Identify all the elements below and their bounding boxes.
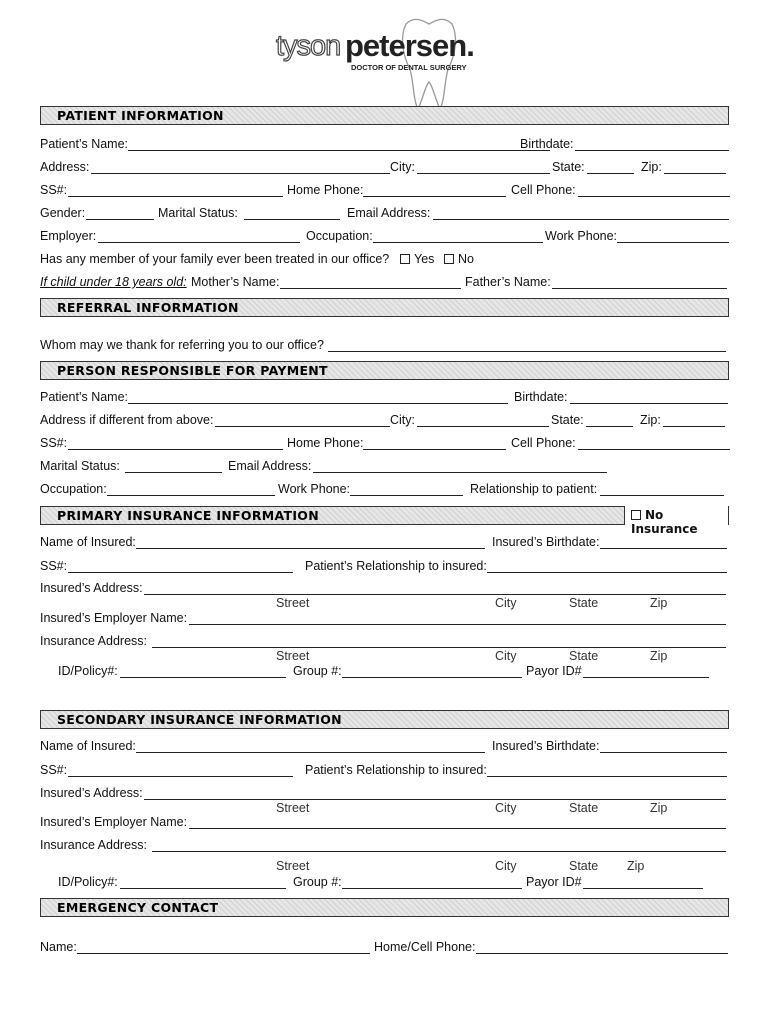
city-caption: City bbox=[495, 859, 517, 873]
form-row bbox=[40, 815, 740, 831]
form-row bbox=[40, 581, 740, 610]
no-insurance-checkbox[interactable] bbox=[631, 510, 641, 520]
field-label: Address if different from above: bbox=[40, 413, 214, 427]
employer-field[interactable] bbox=[98, 242, 300, 243]
secondary-group-field[interactable] bbox=[342, 888, 522, 889]
responsible-marital-status-field[interactable] bbox=[125, 472, 222, 473]
field-label: SS#: bbox=[40, 763, 68, 777]
field-label: ID/Policy#: bbox=[58, 664, 118, 678]
primary-payor-id-field[interactable] bbox=[583, 677, 709, 678]
practice-logo bbox=[272, 20, 472, 100]
form-row bbox=[40, 611, 740, 627]
field-label: Work Phone: bbox=[545, 229, 618, 243]
form-row bbox=[40, 252, 740, 268]
field-label: Marital Status: bbox=[40, 459, 120, 473]
form-row bbox=[40, 838, 740, 873]
field-label: Insured’s Employer Name: bbox=[40, 611, 188, 625]
responsible-home-phone-field[interactable] bbox=[363, 449, 506, 450]
referral-field[interactable] bbox=[328, 351, 726, 352]
primary-relationship-field[interactable] bbox=[487, 572, 727, 573]
state-caption: State bbox=[569, 801, 599, 815]
emergency-phone-field[interactable] bbox=[476, 953, 728, 954]
section-header-patient bbox=[40, 106, 729, 125]
responsible-cell-phone-field[interactable] bbox=[578, 449, 730, 450]
field-label: Relationship to patient: bbox=[470, 482, 598, 496]
primary-employer-field[interactable] bbox=[189, 624, 726, 625]
emergency-name-field[interactable] bbox=[77, 953, 370, 954]
form-row bbox=[40, 559, 740, 575]
form-row bbox=[40, 535, 740, 551]
field-label: Employer: bbox=[40, 229, 97, 243]
form-row bbox=[40, 436, 740, 452]
primary-insured-birthdate-field[interactable] bbox=[600, 548, 727, 549]
responsible-birthdate-field[interactable] bbox=[570, 403, 728, 404]
section-header-referral bbox=[40, 298, 729, 317]
primary-insurance-address-field[interactable] bbox=[152, 647, 726, 648]
no-label: No bbox=[458, 252, 474, 266]
field-label: Cell Phone: bbox=[511, 436, 576, 450]
field-label: ID/Policy#: bbox=[58, 875, 118, 889]
yes-checkbox[interactable] bbox=[400, 254, 410, 264]
yes-option[interactable] bbox=[398, 252, 434, 267]
secondary-policy-field[interactable] bbox=[120, 888, 286, 889]
responsible-email-field[interactable] bbox=[313, 472, 607, 473]
field-label: Birthdate: bbox=[520, 137, 574, 151]
field-label: Insured’s Birthdate: bbox=[492, 739, 600, 753]
form-row bbox=[40, 459, 740, 475]
field-label: Insured’s Address: bbox=[40, 786, 143, 800]
city-caption: City bbox=[495, 596, 517, 610]
field-label: Marital Status: bbox=[158, 206, 238, 220]
form-row bbox=[40, 739, 740, 755]
section-title: PERSON RESPONSIBLE FOR PAYMENT bbox=[57, 363, 328, 378]
section-header-primary-insurance bbox=[40, 506, 729, 536]
field-label: Patient’s Name: bbox=[40, 390, 129, 404]
city-field[interactable] bbox=[417, 173, 550, 174]
street-caption: Street bbox=[276, 801, 310, 815]
field-label: Gender: bbox=[40, 206, 86, 220]
field-label: Name: bbox=[40, 940, 77, 954]
responsible-name-field[interactable] bbox=[128, 403, 508, 404]
field-label: Insurance Address: bbox=[40, 838, 148, 852]
primary-insured-address-field[interactable] bbox=[144, 594, 726, 595]
section-title: REFERRAL INFORMATION bbox=[57, 300, 239, 315]
field-label: Home/Cell Phone: bbox=[374, 940, 476, 954]
field-label: Whom may we thank for referring you to our office? bbox=[40, 338, 324, 352]
form-row bbox=[40, 160, 740, 176]
field-label: City: bbox=[390, 413, 415, 427]
primary-group-field[interactable] bbox=[342, 677, 522, 678]
field-label: Payor ID# bbox=[526, 875, 582, 889]
field-label: Insured’s Birthdate: bbox=[492, 535, 600, 549]
form-row bbox=[40, 275, 740, 291]
email-field[interactable] bbox=[433, 219, 729, 220]
zip-field[interactable] bbox=[664, 173, 726, 174]
no-insurance-label: No Insurance bbox=[631, 507, 698, 536]
field-label: Home Phone: bbox=[287, 183, 364, 197]
yes-label: Yes bbox=[414, 252, 435, 266]
field-label: Zip: bbox=[640, 413, 661, 427]
field-label: Email Address: bbox=[228, 459, 312, 473]
form-row bbox=[40, 875, 740, 891]
primary-policy-field[interactable] bbox=[120, 677, 286, 678]
form-row bbox=[40, 634, 740, 663]
secondary-insured-birthdate-field[interactable] bbox=[600, 752, 727, 753]
responsible-ss-field[interactable] bbox=[68, 449, 283, 450]
patients-name-field[interactable] bbox=[128, 150, 550, 151]
home-phone-field[interactable] bbox=[363, 196, 506, 197]
section-header-emergency bbox=[40, 898, 729, 917]
section-title: PATIENT INFORMATION bbox=[57, 108, 224, 123]
field-label: Name of Insured: bbox=[40, 535, 136, 549]
form-row bbox=[40, 664, 740, 680]
field-label: Patient’s Relationship to insured: bbox=[305, 559, 487, 573]
section-header-secondary-insurance bbox=[40, 710, 729, 729]
marital-status-field[interactable] bbox=[244, 219, 340, 220]
form-row bbox=[40, 137, 740, 153]
zip-caption: Zip bbox=[650, 649, 668, 663]
birthdate-field[interactable] bbox=[575, 150, 729, 151]
field-label: City: bbox=[390, 160, 415, 174]
work-phone-field[interactable] bbox=[617, 242, 729, 243]
mothers-name-field[interactable] bbox=[280, 288, 461, 289]
city-caption: City bbox=[495, 801, 517, 815]
no-checkbox[interactable] bbox=[444, 254, 454, 264]
state-caption: State bbox=[569, 859, 599, 873]
logo-first-name: tyson bbox=[276, 30, 341, 62]
form-row bbox=[40, 763, 740, 779]
field-label: SS#: bbox=[40, 559, 68, 573]
section-title: SECONDARY INSURANCE INFORMATION bbox=[57, 712, 342, 727]
state-field[interactable] bbox=[587, 173, 634, 174]
field-label: Patient’s Name: bbox=[40, 137, 129, 151]
logo-last-name: petersen. bbox=[345, 28, 474, 63]
form-row bbox=[40, 482, 740, 498]
cell-phone-field[interactable] bbox=[578, 196, 730, 197]
state-caption: State bbox=[569, 596, 599, 610]
relationship-to-patient-field[interactable] bbox=[600, 495, 724, 496]
secondary-payor-id-field[interactable] bbox=[583, 888, 703, 889]
field-label: Insured’s Address: bbox=[40, 581, 143, 595]
field-label: Birthdate: bbox=[514, 390, 568, 404]
field-label: Patient’s Relationship to insured: bbox=[305, 763, 487, 777]
primary-insured-name-field[interactable] bbox=[136, 548, 485, 549]
no-option[interactable] bbox=[442, 252, 474, 267]
ss-field[interactable] bbox=[68, 196, 283, 197]
field-label: Name of Insured: bbox=[40, 739, 136, 753]
field-label: Father’s Name: bbox=[465, 275, 551, 289]
responsible-occupation-field[interactable] bbox=[107, 495, 275, 496]
family-treated-question: Has any member of your family ever been treated in our office? bbox=[40, 252, 390, 266]
field-label: Mother’s Name: bbox=[191, 275, 280, 289]
responsible-state-field[interactable] bbox=[586, 426, 633, 427]
secondary-employer-field[interactable] bbox=[189, 828, 726, 829]
no-insurance-option[interactable] bbox=[624, 506, 728, 536]
zip-caption: Zip bbox=[627, 859, 645, 873]
secondary-insured-address-field[interactable] bbox=[144, 799, 726, 800]
fathers-name-field[interactable] bbox=[552, 288, 727, 289]
city-caption: City bbox=[495, 649, 517, 663]
form-row bbox=[40, 786, 740, 815]
form-row bbox=[40, 413, 740, 429]
form-row bbox=[40, 206, 740, 222]
secondary-ss-field[interactable] bbox=[68, 776, 293, 777]
occupation-field[interactable] bbox=[373, 242, 543, 243]
gender-field[interactable] bbox=[86, 219, 154, 220]
field-label: Work Phone: bbox=[278, 482, 351, 496]
street-caption: Street bbox=[276, 649, 310, 663]
secondary-insurance-address-field[interactable] bbox=[152, 851, 726, 852]
field-label: Email Address: bbox=[347, 206, 431, 220]
field-label: Home Phone: bbox=[287, 436, 364, 450]
form-row bbox=[40, 390, 740, 406]
form-row bbox=[40, 338, 740, 354]
responsible-zip-field[interactable] bbox=[663, 426, 725, 427]
field-label: Group #: bbox=[293, 664, 342, 678]
field-label: Insurance Address: bbox=[40, 634, 148, 648]
field-label: SS#: bbox=[40, 183, 68, 197]
field-label: State: bbox=[552, 160, 585, 174]
field-label: Cell Phone: bbox=[511, 183, 576, 197]
field-label: SS#: bbox=[40, 436, 68, 450]
field-label: Address: bbox=[40, 160, 90, 174]
section-title: PRIMARY INSURANCE INFORMATION bbox=[57, 508, 319, 523]
field-label: Zip: bbox=[641, 160, 662, 174]
field-label: Insured’s Employer Name: bbox=[40, 815, 188, 829]
child-note: If child under 18 years old: bbox=[40, 275, 187, 289]
secondary-insured-name-field[interactable] bbox=[136, 752, 485, 753]
responsible-work-phone-field[interactable] bbox=[350, 495, 463, 496]
form-row bbox=[40, 229, 740, 245]
field-label: Group #: bbox=[293, 875, 342, 889]
section-header-responsible bbox=[40, 361, 729, 380]
field-label: Payor ID# bbox=[526, 664, 582, 678]
zip-caption: Zip bbox=[650, 596, 668, 610]
street-caption: Street bbox=[276, 859, 310, 873]
address-field[interactable] bbox=[91, 173, 390, 174]
form-row bbox=[40, 183, 740, 199]
zip-caption: Zip bbox=[650, 801, 668, 815]
responsible-address-field[interactable] bbox=[215, 426, 390, 427]
field-label: Occupation: bbox=[306, 229, 373, 243]
logo-tagline: DOCTOR OF DENTAL SURGERY bbox=[351, 63, 467, 72]
secondary-relationship-field[interactable] bbox=[487, 776, 727, 777]
state-caption: State bbox=[569, 649, 599, 663]
field-label: State: bbox=[551, 413, 584, 427]
section-title: EMERGENCY CONTACT bbox=[57, 900, 219, 915]
form-row bbox=[40, 940, 740, 956]
field-label: Occupation: bbox=[40, 482, 107, 496]
primary-ss-field[interactable] bbox=[68, 572, 293, 573]
responsible-city-field[interactable] bbox=[417, 426, 549, 427]
street-caption: Street bbox=[276, 596, 310, 610]
